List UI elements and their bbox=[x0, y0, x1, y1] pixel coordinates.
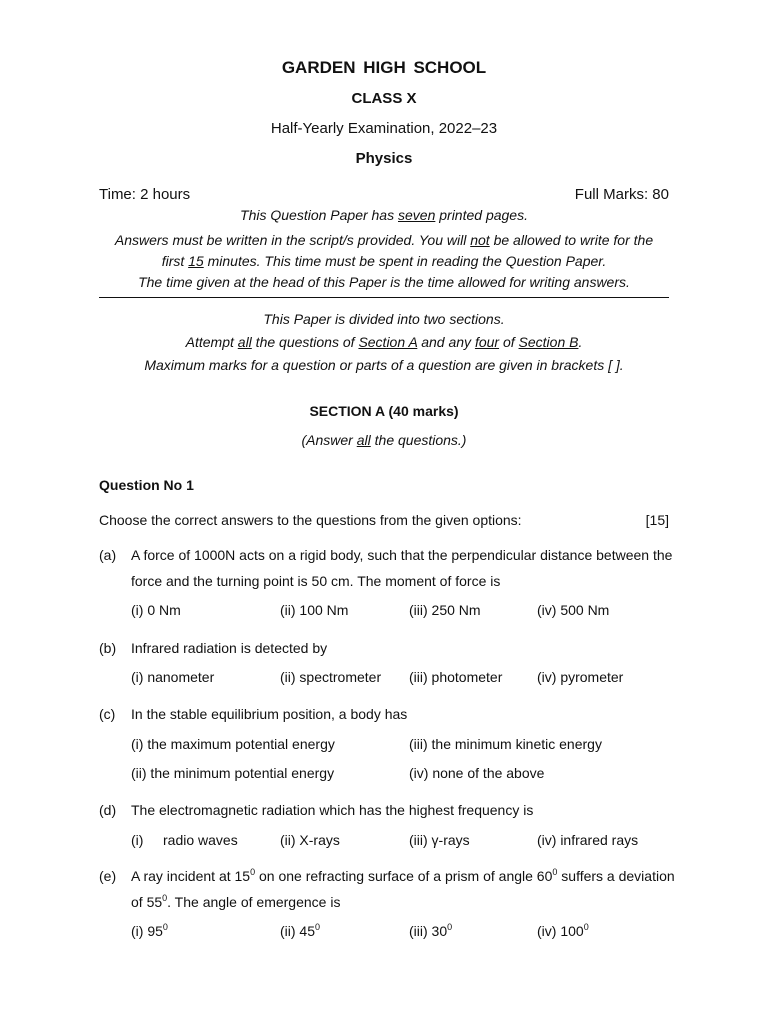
section-a-title: SECTION A (40 marks) bbox=[309, 403, 459, 419]
time-allowed: Time: 2 hours bbox=[99, 186, 191, 203]
q1a-option-4: (iv) 500 Nm bbox=[537, 602, 610, 618]
instruction-writing-time: The time given at the head of this Paper is the time allowed for writing answers. bbox=[138, 274, 630, 290]
sections-info: This Paper is divided into two sections. bbox=[263, 311, 505, 327]
q1d-option-1-number: (i) bbox=[131, 832, 144, 848]
q1b-option-2: (ii) spectrometer bbox=[280, 669, 382, 685]
school-name: GARDEN HIGH SCHOOL bbox=[281, 58, 487, 77]
full-marks: Full Marks: 80 bbox=[574, 186, 669, 203]
marks-instruction: Maximum marks for a question or parts of a question are given in brackets [ ]. bbox=[144, 357, 624, 373]
q1a-option-2: (ii) 100 Nm bbox=[280, 602, 349, 618]
q1b-label: (b) bbox=[99, 640, 117, 656]
q1b-option-3: (iii) photometer bbox=[409, 669, 503, 685]
attempt-instruction: Attempt all the questions of Section A and any four of Section B. bbox=[185, 334, 583, 350]
section-a-note: (Answer all the questions.) bbox=[301, 432, 467, 448]
q1e-option-2: (ii) $45^0$ bbox=[280, 922, 321, 939]
q1a-option-1: (i) 0 Nm bbox=[131, 602, 181, 618]
q1e-option-3: (iii) $30^0$ bbox=[409, 922, 453, 939]
q1b-option-4: (iv) pyrometer bbox=[537, 669, 624, 685]
q1d-option-3: (iii) γ-rays bbox=[409, 832, 470, 848]
exam-title: Half-Yearly Examination, 2022–23 bbox=[270, 120, 498, 137]
q1e-label: (e) bbox=[99, 868, 117, 884]
q1a-label: (a) bbox=[99, 547, 117, 563]
q1a-text-line2: force and the turning point is 50 cm. The moment of force is bbox=[131, 573, 501, 589]
q1a-option-3: (iii) 250 Nm bbox=[409, 602, 481, 618]
header-divider bbox=[99, 297, 669, 298]
q1d-option-2: (ii) X-rays bbox=[280, 832, 340, 848]
q1e-option-4: (iv) $100^0$ bbox=[537, 922, 589, 939]
question-1-prompt: Choose the correct answers to the questions from the given options: bbox=[99, 512, 522, 528]
q1e-text-line1: A ray incident at $15^0$ on one refracting surface of a prism of angle $60^0$ suffers a deviation bbox=[131, 867, 675, 884]
instruction-reading-time: first 15 minutes. This time must be spent in reading the Question Paper. bbox=[161, 253, 607, 269]
question-1-title: Question No 1 bbox=[99, 477, 194, 493]
q1d-option-1-text: radio waves bbox=[163, 832, 238, 848]
q1c-label: (c) bbox=[99, 706, 116, 722]
q1c-option-4: (iv) none of the above bbox=[409, 765, 545, 781]
q1e-text-line2: of $55^0$. The angle of emergence is bbox=[131, 893, 341, 910]
q1d-option-4: (iv) infrared rays bbox=[537, 832, 639, 848]
q1b-option-1: (i) nanometer bbox=[131, 669, 215, 685]
q1b-text: Infrared radiation is detected by bbox=[131, 640, 328, 656]
q1c-option-2: (ii) the minimum potential energy bbox=[131, 765, 335, 781]
q1c-text: In the stable equilibrium position, a body has bbox=[131, 706, 408, 722]
q1a-text-line1: A force of 1000N acts on a rigid body, such that the perpendicular distance between the bbox=[131, 547, 673, 563]
q1d-text: The electromagnetic radiation which has the highest frequency is bbox=[131, 802, 534, 818]
q1c-option-3: (iii) the minimum kinetic energy bbox=[409, 736, 602, 752]
question-1-marks: [15] bbox=[645, 512, 669, 528]
class-title: CLASS X bbox=[351, 90, 417, 107]
instruction-script: Answers must be written in the script/s provided. You will not be allowed to write for the bbox=[114, 232, 654, 248]
q1d-label: (d) bbox=[99, 802, 117, 818]
q1c-option-1: (i) the maximum potential energy bbox=[131, 736, 335, 752]
instruction-pages: This Question Paper has seven printed pages. bbox=[240, 207, 528, 223]
subject-title: Physics bbox=[355, 150, 413, 167]
q1e-option-1: (i) $95^0$ bbox=[131, 922, 168, 939]
